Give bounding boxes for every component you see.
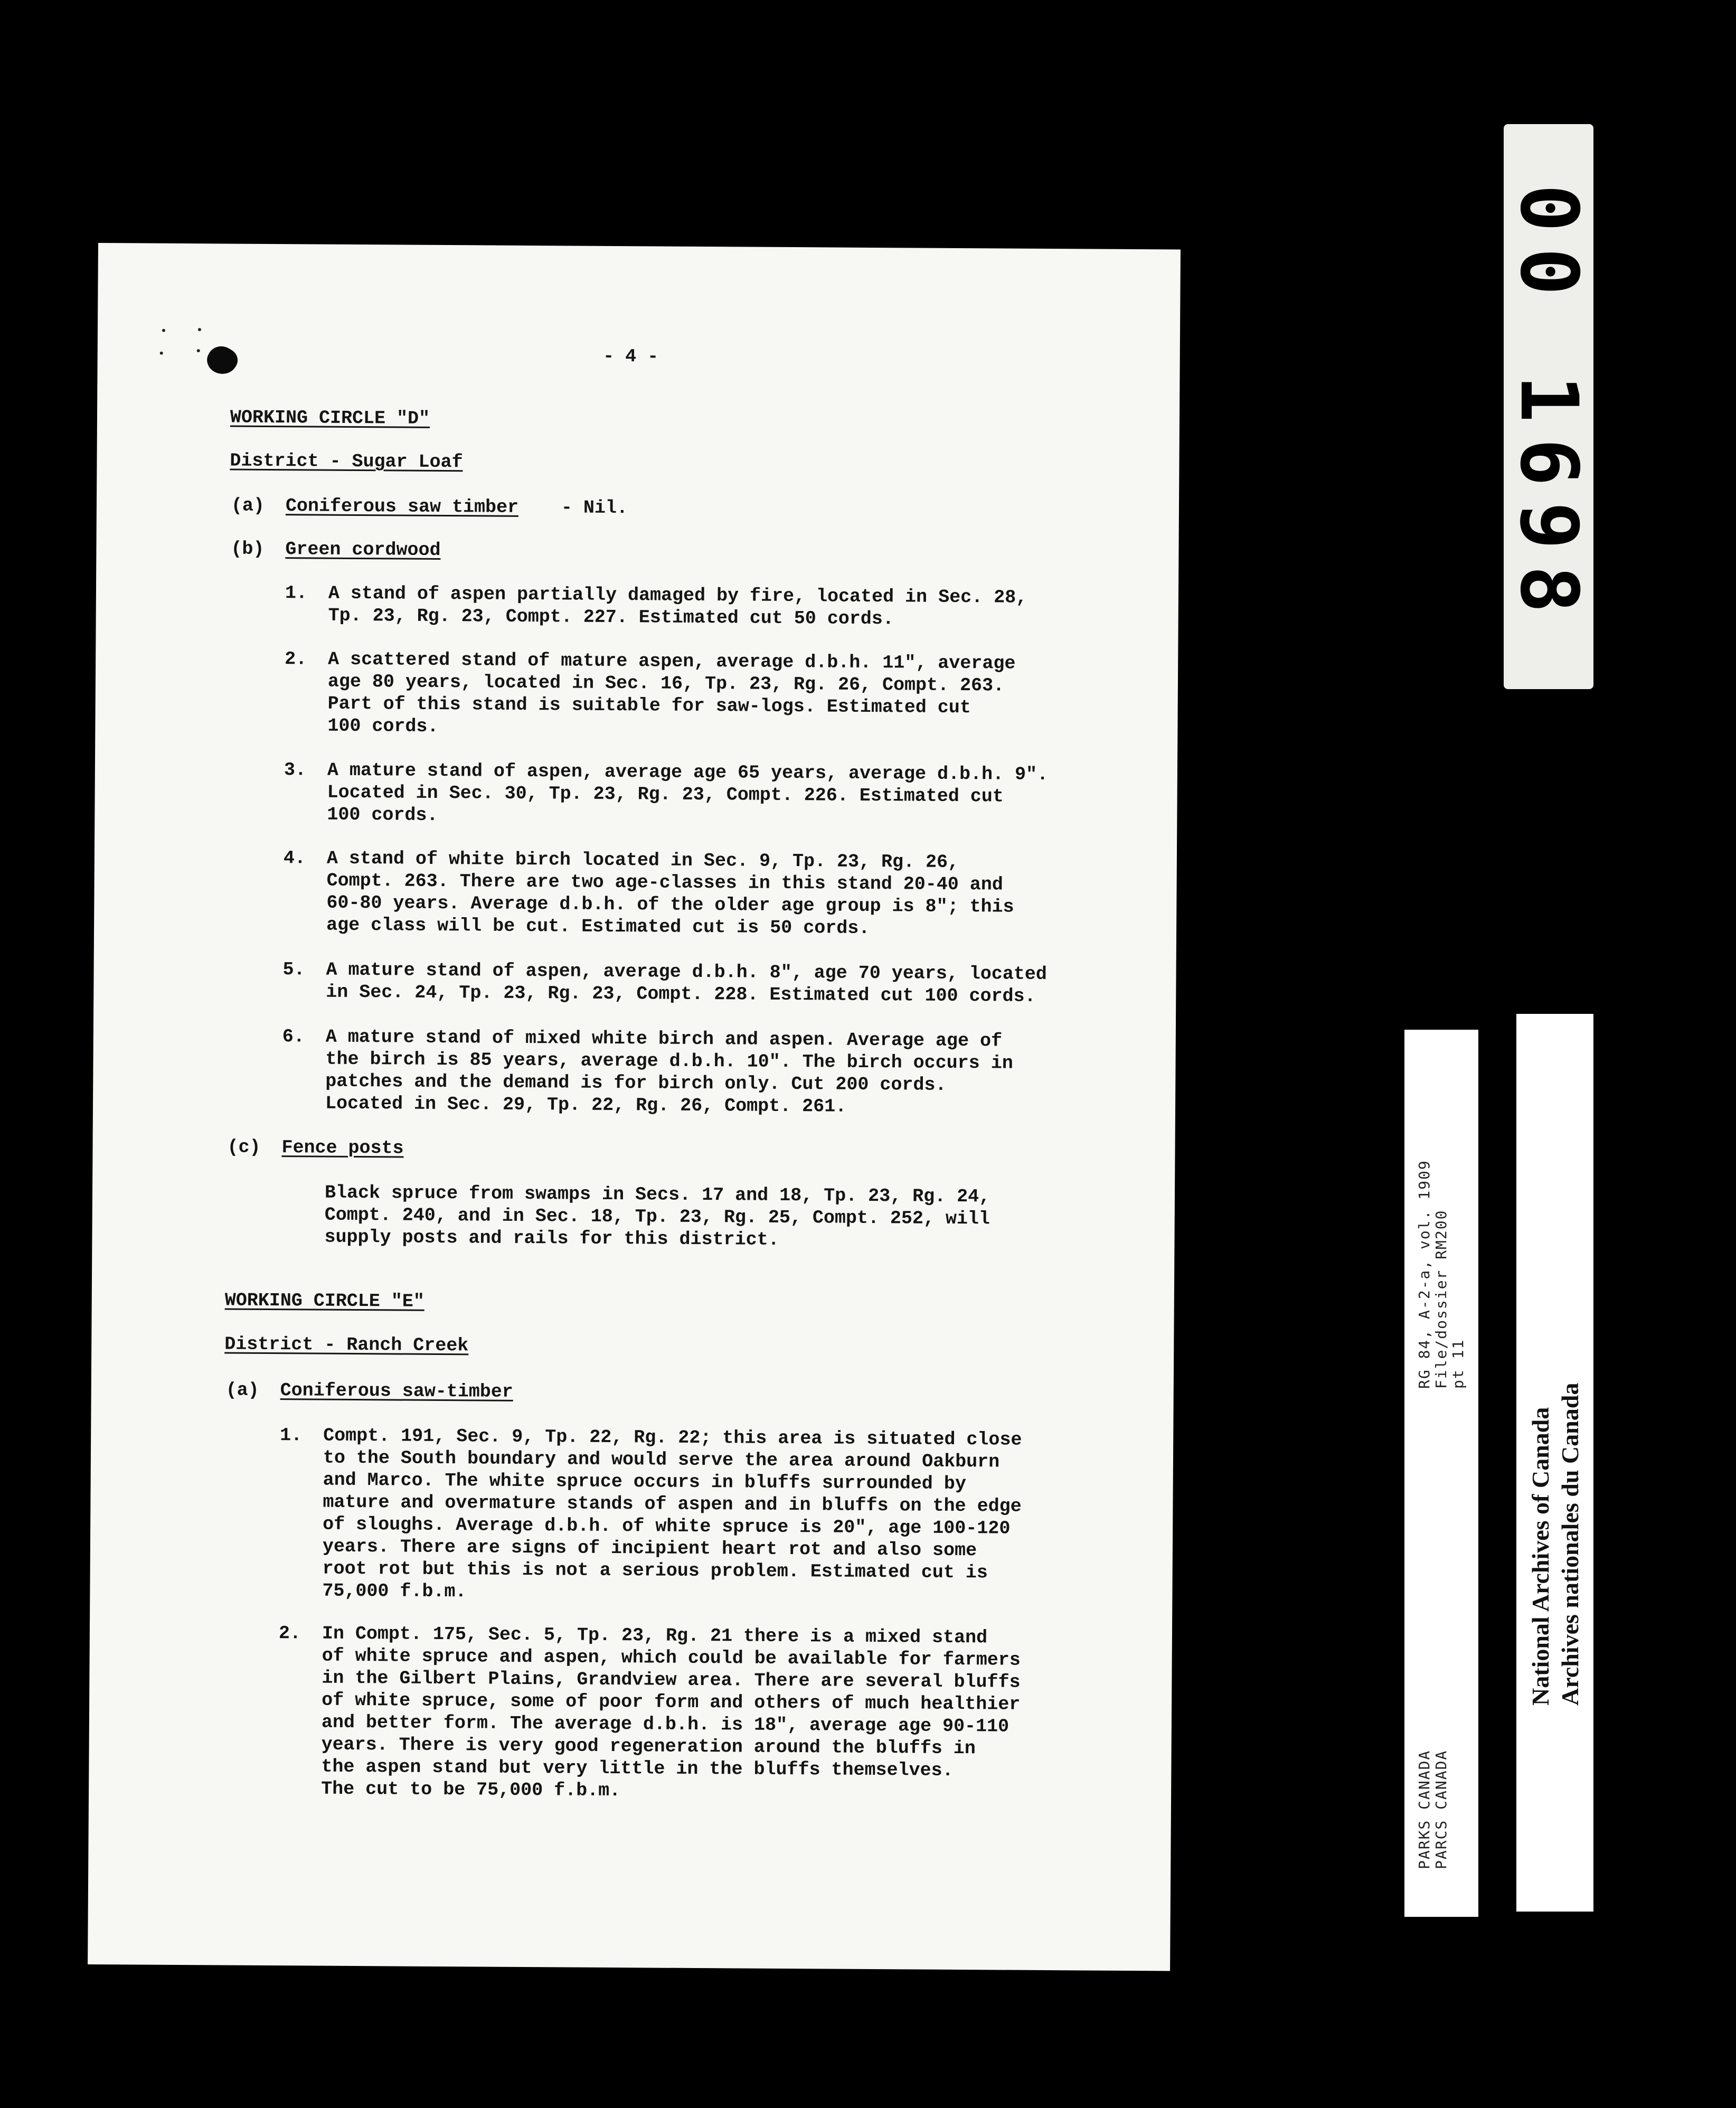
list-item-text: In Compt. 175, Sec. 5, Tp. 23, Rg. 21 there is a mixed stand of white spruce and aspen, which could be available for farmers in the Gilbert Plains, Grandview area. There are several bluffs of white spruce, some of poor form and others of much healthier and better form. The average d.b.h. is 18", average age 90-110 years. There is very good regeneration around the bluffs in the aspen stand but very little in the bluffs themselves. The cut to be 75,000 f.b.m.: [321, 1623, 1021, 1802]
list-item-text: A mature stand of aspen, average age 65 years, average d.b.h. 9". Located in Sec. 30, Tp. 23, Rg. 23, Compt. 226. Estimated cut 100 cords.: [327, 759, 1049, 826]
microfilm-frame-number: 00 1698: [1503, 184, 1595, 629]
national-archives-stamp: [1516, 1014, 1593, 1912]
subsection-a-label: (a): [231, 495, 265, 516]
list-item-number: 4.: [283, 848, 306, 869]
list-item-number: 5.: [282, 959, 305, 981]
reference-line: RG 84, A-2-a, vol. 1909: [1416, 1160, 1433, 1389]
page-number: - 4 -: [603, 345, 659, 368]
document-body: [88, 243, 1181, 1971]
list-item-number: 1.: [285, 582, 308, 604]
list-item-text: A stand of white birch located in Sec. 9, Tp. 23, Rg. 26, Compt. 263. There are two age-classes in this stand 20-40 and 60-80 years. Average d.b.h. of the older age group is 8"; this age class will be cut. Estimated cut is 50 cords.: [326, 848, 1014, 939]
reference-line: pt 11: [1449, 1339, 1467, 1389]
list-item-text: A mature stand of mixed white birch and aspen. Average age of the birch is 85 years, average d.b.h. 10". The birch occurs in patches and the demand is for birch only. Cut 200 cords. Located in Sec. 29, Tp. 22, Rg. 26, Compt. 261.: [325, 1026, 1013, 1117]
agency-line: PARCS CANADA: [1432, 1749, 1450, 1869]
list-item-number: 1.: [280, 1425, 303, 1446]
subsection-a-title: Coniferous saw-timber: [280, 1380, 513, 1403]
district-ranch-creek: District - Ranch Creek: [224, 1333, 469, 1357]
list-item-text: Compt. 191, Sec. 9, Tp. 22, Rg. 22; this area is situated close to the South boundary and would serve the area around Oakburn and Marco. The white spruce occurs in bluffs surrounded by mature and overmature stands of aspen and in bluffs on the edge of sloughs. Average d.b.h. of white spruce is 20", age 100-120 years. There are signs of incipient heart rot and also some root rot but this is not a serious problem. Estimated cut is 75,000 f.b.m.: [322, 1425, 1022, 1603]
list-item-number: 6.: [282, 1026, 305, 1048]
list-item-text: A scattered stand of mature aspen, average d.b.h. 11", average age 80 years, located in Sec. 16, Tp. 23, Rg. 26, Compt. 263. Part of this stand is suitable for saw-logs. Estimated cut 100 cords.: [327, 648, 1016, 737]
microfilm-frame-strip: [1504, 124, 1593, 689]
list-item-number: 3.: [284, 759, 307, 781]
agency-line: PARKS CANADA: [1416, 1749, 1433, 1869]
subsection-a-rest: - Nil.: [561, 497, 628, 519]
list-item-number: 2.: [278, 1623, 301, 1644]
working-circle-d-heading: WORKING CIRCLE "D": [230, 407, 430, 429]
subsection-b-title: Green cordwood: [285, 539, 441, 561]
list-item-number: 2.: [285, 648, 307, 670]
subsection-c-title: Fence posts: [281, 1137, 404, 1159]
archives-name-fr: Archives nationales du Canada: [1556, 1382, 1583, 1706]
archives-name-en: National Archives of Canada: [1527, 1407, 1554, 1706]
document-page: [88, 243, 1181, 1971]
working-circle-e-heading: WORKING CIRCLE "E": [224, 1290, 424, 1312]
district-sugar-loaf: District - Sugar Loaf: [230, 450, 463, 473]
parks-canada-stamp: [1404, 1030, 1478, 1917]
reference-line: File/dossier RM200: [1432, 1209, 1450, 1389]
subsection-a-label: (a): [225, 1379, 259, 1401]
subsection-a-title: Coniferous saw timber: [285, 495, 519, 518]
list-item-text: A stand of aspen partially damaged by fire, located in Sec. 28, Tp. 23, Rg. 23, Compt. 227. Estimated cut 50 cords.: [328, 582, 1027, 630]
list-item-text: A mature stand of aspen, average d.b.h. 8", age 70 years, located in Sec. 24, Tp. 23, Rg. 23, Compt. 228. Estimated cut 100 cords.: [326, 959, 1047, 1007]
fence-posts-text: Black spruce from swamps in Secs. 17 and 18, Tp. 23, Rg. 24, Compt. 240, and in Sec. 18, Tp. 23, Rg. 25, Compt. 252, will supply posts and rails for this district.: [324, 1182, 990, 1250]
subsection-c-label: (c): [227, 1136, 261, 1158]
subsection-b-label: (b): [231, 538, 265, 560]
